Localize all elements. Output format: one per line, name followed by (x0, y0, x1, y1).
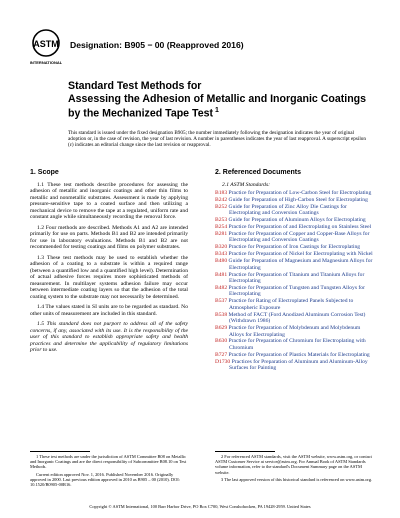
reference-title: Practices for Preparation of Aluminum and Aluminum-Alloy Surfaces for Painting (229, 358, 368, 372)
reference-item (215, 312, 375, 325)
reference-code-link[interactable]: B482 (215, 284, 228, 291)
reference-item (215, 217, 375, 224)
reference-item (215, 197, 375, 204)
reference-code-link[interactable]: B630 (215, 338, 228, 345)
scope-para-1-5: 1.5 This standard does not purport to address all of the safety concerns, if any, associated with its use. It is the responsibility of the user of this standard to establish appropriate safety and health practices and determine the applicability of regulatory limitations prior to use. (30, 321, 188, 353)
svg-text:ASTM: ASTM (33, 39, 59, 49)
reference-code-link[interactable]: B253 (215, 217, 228, 224)
scope-para-1-4: 1.4 The values stated in SI units are to be regarded as standard. No other units of measurement are included in this standard. (30, 304, 188, 317)
reference-title: Practice for Preparation of Molybdenum and Molybdenum Alloys for Electroplating (228, 325, 361, 338)
scope-para-1-3: 1.3 These test methods may be used to establish whether the adhesion of a coating to a substrate is within a required range (between a quantified low and a quantified high level). Determination of actual adhesive forces requires more sophisticated methods of measurement. In multilayer systems adhesion failure may occur between intermediate coating layers so that the adhesion of the total coating system to the substrate may not necessarily be determined. (30, 254, 188, 300)
reference-item (215, 224, 375, 231)
reference-title: Guide for Preparation of Zinc Alloy Die Castings for Electroplating and Conversion Coatings (228, 203, 347, 217)
footnote-edition: Current edition approved Nov. 1, 2016. Published November 2016. Originally approved in 2000. Last previous edition approved in 2010 as B905 – 00 (2010). DOI: 10.1520/B0905-00R16. (30, 471, 180, 488)
reference-code-link[interactable]: B343 (215, 251, 228, 258)
title-line-3 (68, 105, 368, 120)
title-footnote-mark: 1 (215, 107, 219, 114)
references-title: 2. Referenced Documents (215, 169, 301, 176)
reference-title: Guide for Preparation of Aluminum Alloys for Electroplating (228, 217, 366, 224)
scope-para-1-2: 1.2 Four methods are described. Methods A1 and A2 are intended primarily for use on parts. Methods B1 and B2 are intended primarily for use in laboratory evaluations. Methods B1 and B2 are not recommended for testing coatings and films on polymer substrates. (30, 224, 188, 250)
reference-item (215, 258, 375, 271)
astm-logo-icon (30, 28, 62, 68)
scope-title: 1. Scope (30, 169, 59, 176)
reference-code-link[interactable]: B629 (215, 325, 228, 332)
reference-item (215, 298, 375, 311)
footnotes-left (30, 454, 188, 489)
footnote-1: 1 These test methods are under the jurisdiction of ASTM Committee B08 on Metallic and Inorganic Coatings and are the direct responsibility of Subcommittee B08.10 on Test Methods. (30, 454, 187, 470)
document-title (68, 80, 368, 120)
designation: Designation: B905 − 00 (Reapproved 2016) (70, 40, 244, 50)
reference-title: Guide for Preparation of Magnesium and Magnesium Alloys for Electroplating (228, 258, 373, 271)
scope-column (30, 170, 188, 358)
reference-title: Method of FACT (Ford Anodized Aluminum Corrosion Test) (Withdrawn 1986) (228, 311, 366, 325)
reference-code-link[interactable]: B481 (215, 271, 228, 278)
reference-title: Guide for Preparation of High-Carbon Steel for Electroplating (228, 196, 368, 203)
reference-item (215, 285, 375, 298)
reference-code-link[interactable]: B252 (215, 203, 228, 210)
reference-code-link[interactable]: B538 (215, 311, 228, 318)
reference-item (215, 359, 375, 372)
reference-code-link[interactable]: B254 (215, 224, 228, 231)
intro-paragraph: This standard is issued under the fixed designation B905; the number immediately following the designation indicates the year of original adoption or, in the case of revision, the year of last revision. A number in parentheses indicates the year of last reapproval. A superscript epsilon (ε) indicates an editorial change since the last revision or reapproval. (68, 130, 366, 149)
footnotes-right (215, 454, 375, 484)
reference-code-link[interactable]: B281 (215, 230, 228, 237)
reference-code-link[interactable]: B537 (215, 298, 228, 305)
reference-title: Practice for Preparation of Iron Castings for Electroplating (228, 244, 361, 251)
reference-title: Practice for Preparation of and Electroplating on Stainless Steel (228, 224, 372, 231)
reference-item (215, 272, 375, 285)
reference-item (215, 251, 375, 258)
reference-title: Practice for Preparation of Chromium for Electroplating with Chromium (228, 338, 366, 351)
title-line-3-text: by the Mechanized Tape Test (68, 107, 214, 120)
references-subhead: 2.1 ASTM Standards: (222, 181, 271, 188)
reference-list (215, 190, 375, 372)
reference-title: Practice for Preparation of Tungsten and Tungsten Alloys for Electroplating (228, 284, 365, 298)
reference-title: Practice for Rating of Electroplated Panels Subjected to Atmospheric Exposure (228, 298, 354, 311)
title-line-2: Assessing the Adhesion of Metallic and Inorganic Coatings (68, 92, 367, 105)
footnote-rule-left (30, 451, 90, 452)
reference-code-link[interactable]: B242 (215, 196, 228, 203)
reference-item (215, 244, 375, 251)
reference-title: Practice for Preparation of Low-Carbon Steel for Electroplating (228, 190, 372, 196)
reference-title: Practice for Preparation of Copper and Copper-Base Alloys for Electroplating and Conversion Coatings (228, 230, 370, 244)
reference-title: Practice for Preparation of Nickel for Electroplating with Nickel (228, 251, 373, 258)
footnote-2: 2 For referenced ASTM standards, visit the ASTM website, www.astm.org, or contact ASTM Customer Service at service@astm.org. For Annual Book of ASTM Standards volume information, refer to the standard's Document Summary page on the ASTM website. (215, 454, 372, 475)
reference-code-link[interactable]: B320 (215, 244, 228, 251)
reference-item (215, 325, 375, 338)
footnote-rule-right (215, 451, 275, 452)
reference-code-link[interactable]: B183 (215, 190, 228, 196)
reference-title: Practice for Preparation of Titanium and Titanium Alloys for Electroplating (228, 271, 365, 285)
scope-para-1-1: 1.1 These test methods describe procedures for assessing the adhesion of metallic and inorganic coatings and other thin films to metallic and nonmetallic substrates. Assessment is made by applying pressure-sensitive tape to a coated surface and then utilizing a mechanical device to remove the tape at a regulated, uniform rate and constant angle while simultaneously recording the removal force. (30, 181, 188, 220)
reference-code-link[interactable]: B480 (215, 258, 228, 265)
reference-title: Practice for Preparation of Plastics Materials for Electroplating (228, 351, 370, 358)
svg-text:INTERNATIONAL: INTERNATIONAL (30, 60, 62, 65)
reference-item (215, 231, 375, 244)
reference-item (215, 338, 375, 351)
title-line-1: Standard Test Methods for (68, 80, 202, 92)
reference-code-link[interactable]: B727 (215, 351, 228, 358)
copyright-line: Copyright © ASTM International, 100 Barr Harbor Drive, PO Box C700, West Conshohocken, PA 19428-2959. United States (89, 504, 311, 509)
references-column (215, 170, 375, 372)
footnote-3: 3 The last approved version of this historical standard is referenced on www.astm.org. (221, 476, 373, 482)
reference-item (215, 352, 375, 359)
reference-item (215, 190, 375, 197)
reference-item (215, 204, 375, 217)
reference-code-link[interactable]: D1730 (215, 358, 231, 365)
